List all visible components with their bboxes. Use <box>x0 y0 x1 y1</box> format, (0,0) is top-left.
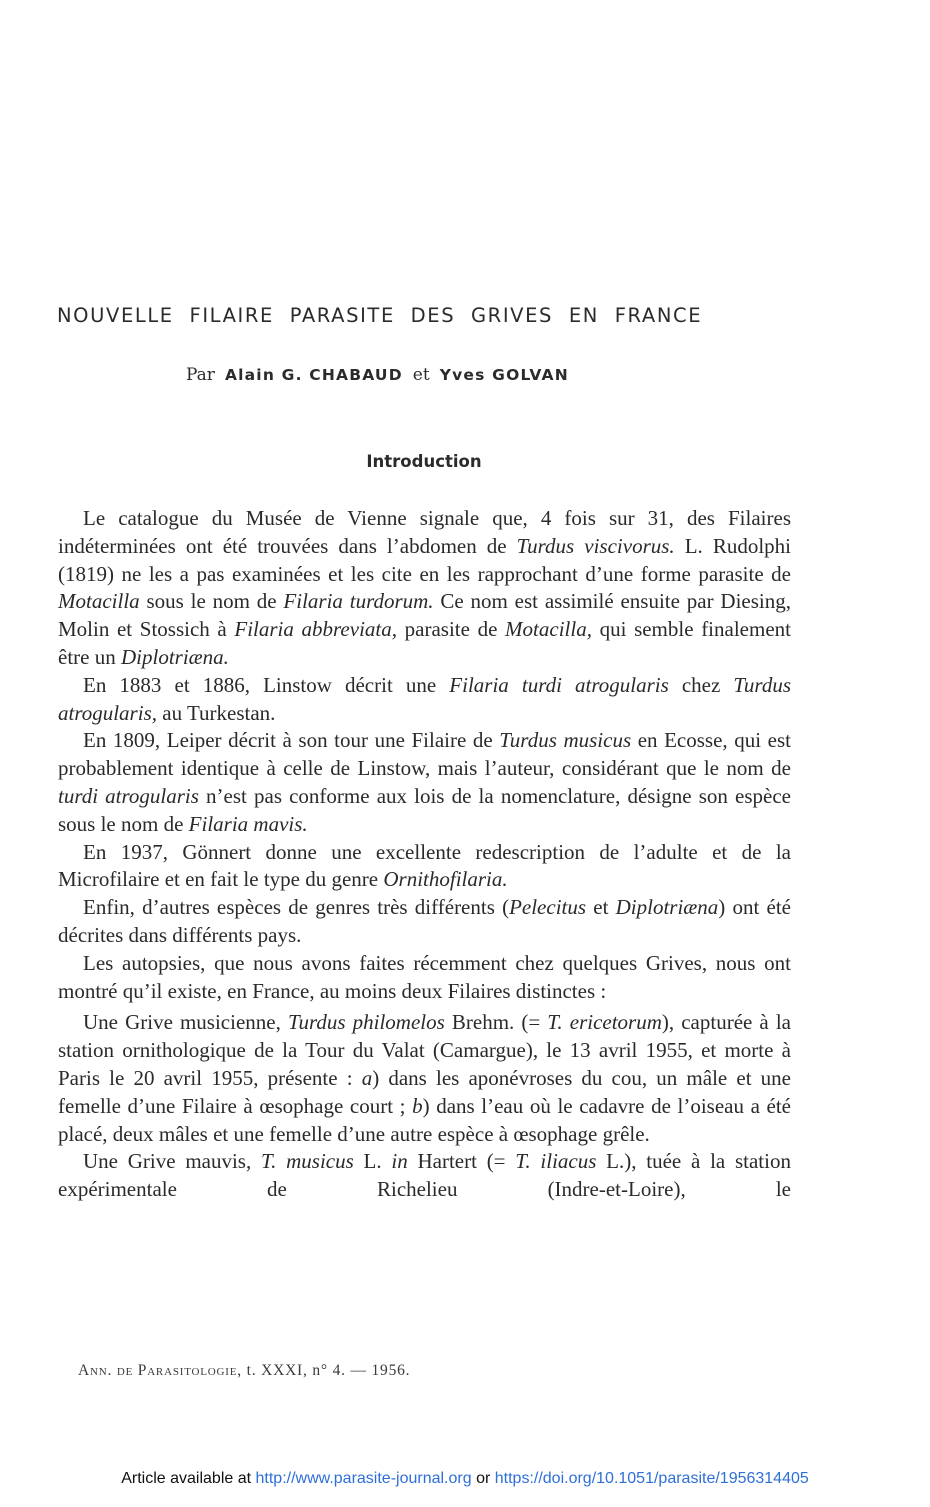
author-2: Yves GOLVAN <box>439 366 569 384</box>
byline-conj: et <box>412 365 430 385</box>
paragraph-6: Les autopsies, que nous avons faites récemment chez quelques Grives, nous ont montré qu’il existe, en France, au moins deux Filaires distinctes : <box>58 950 791 1003</box>
journal-link[interactable]: http://www.parasite-journal.org <box>255 1470 472 1487</box>
paragraph-4: En 1937, Gönnert donne une excellente redescription de l’adulte et de la Microfilaire et en fait le type du genre Ornithofilaria. <box>58 839 791 892</box>
byline <box>186 365 569 385</box>
paragraph-7: Une Grive musicienne, Turdus philomelos Brehm. (= T. ericetorum), capturée à la station ornithologique de la Tour du Valat (Camargue), le 13 avril 1955, et morte à Paris le 20 avril 1955, présente : a) dans les aponévroses du cou, un mâle et une femelle d’une Filaire à œsophage court ; b) dans l’eau où le cadavre de l’oiseau a été placé, deux mâles et une femelle d’une autre espèce à œsophage grêle. <box>58 1010 791 1146</box>
availability-notice <box>0 1470 930 1488</box>
journal-name: Ann. de Parasitologie, <box>78 1362 242 1379</box>
journal-volume: t. XXXI, n° 4. — 1956. <box>246 1362 411 1379</box>
byline-par: Par <box>186 365 215 385</box>
paragraph-5: Enfin, d’autres espèces de genres très différents (Pelecitus et Diplotriæna) ont été décrites dans différents pays. <box>58 895 791 947</box>
section-heading: Introduction <box>366 452 482 471</box>
journal-footer <box>78 1362 410 1380</box>
paragraph-3: En 1809, Leiper décrit à son tour une Filaire de Turdus musicus en Ecosse, qui est probablement identique à celle de Linstow, mais l’auteur, considérant que le nom de turdi atrogularis n’est pas conforme aux lois de la nomenclature, désigne son espèce sous le nom de Filaria mavis. <box>58 728 791 836</box>
availability-prefix: Article available at <box>121 1470 256 1487</box>
paragraph-1: Le catalogue du Musée de Vienne signale que, 4 fois sur 31, des Filaires indéterminées ont été trouvées dans l’abdomen de Turdus viscivorus. L. Rudolphi (1819) ne les a pas examinées et les cite en les rapprochant d’une forme parasite de Motacilla sous le nom de Filaria turdorum. Ce nom est assimilé ensuite par Diesing, Molin et Stossich à Filaria abbreviata, parasite de Motacilla, qui semble finalement être un Diplotriæna. <box>58 506 792 669</box>
paragraph-8: Une Grive mauvis, T. musicus L. in Hartert (= T. iliacus L.), tuée à la station expérimentale de Richelieu (Indre-et-Loire), le <box>58 1149 791 1202</box>
availability-or: or <box>471 1470 495 1487</box>
article-title: NOUVELLE FILAIRE PARASITE DES GRIVES EN FRANCE <box>57 304 703 327</box>
article-body <box>58 505 791 1204</box>
author-1: Alain G. CHABAUD <box>224 366 403 384</box>
doi-link[interactable]: https://doi.org/10.1051/parasite/1956314405 <box>494 1470 809 1487</box>
paragraph-2: En 1883 et 1886, Linstow décrit une Filaria turdi atrogularis chez Turdus atrogularis, au Turkestan. <box>58 672 791 725</box>
